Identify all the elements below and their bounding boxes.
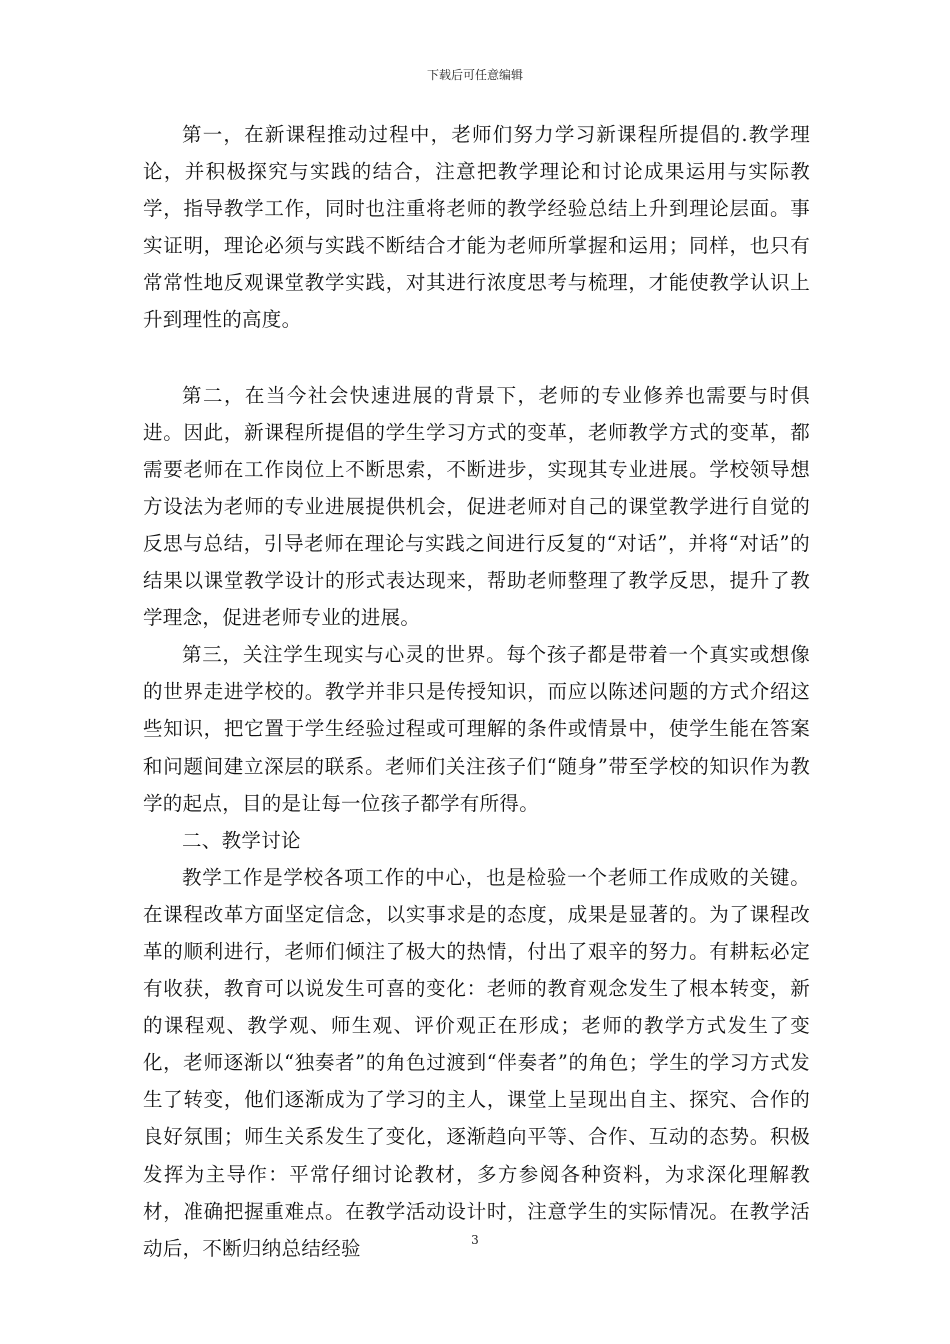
section-heading: 二、教学讨论 xyxy=(182,828,301,852)
paragraph-gap xyxy=(143,339,810,377)
document-body xyxy=(143,116,810,1267)
page-header: 下载后可任意编辑 xyxy=(426,68,523,82)
paragraph-teaching: 教学工作是学校各项工作的中心，也是检验一个老师工作成败的关键。在课程改革方面坚定信念，以实事求是的态度，成果是显著的。为了课程改革的顺利进行，老师们倾注了极大的热情，付出了艰辛的努力。有耕耘必定有收获，教育可以说发生可喜的变化：老师的教育观念发生了根本转变，新的课程观、教学观、师生观、评价观正在形成；老师的教学方式发生了变化，老师逐渐以“独奏者”的角色过渡到“伴奏者”的角色；学生的学习方式发生了转变，他们逐渐成为了学习的主人，课堂上呈现出自主、探究、合作的良好氛围；师生关系发生了变化，逐渐趋向平等、合作、互动的态势。积极发挥为主导作：平常仔细讨论教材，多方参阅各种资料，为求深化理解教材，准确把握重难点。在教学活动设计时，注意学生的实际情况。在教学活动后，不断归纳总结经验 xyxy=(143,865,810,1260)
page-number: 3 xyxy=(471,1233,479,1247)
paragraph-second: 第二，在当今社会快速进展的背景下，老师的专业修养也需要与时俱进。因此，新课程所提倡的学生学习方式的变革，老师教学方式的变革，都需要老师在工作岗位上不断思索，不断进步，实现其专业进展。学校领导想方设法为老师的专业进展提供机会，促进老师对自己的课堂教学进行自觉的反思与总结，引导老师在理论与实践之间进行反复的“对话”，并将“对话”的结果以课堂教学设计的形式表达现来，帮助老师整理了教学反思，提升了教学理念，促进老师专业的进展。 xyxy=(143,383,810,630)
paragraph-third: 第三，关注学生现实与心灵的世界。每个孩子都是带着一个真实或想像的世界走进学校的。教学并非只是传授知识，而应以陈述问题的方式介绍这些知识，把它置于学生经验过程或可理解的条件或情景中，使学生能在答案和问题间建立深层的联系。老师们关注孩子们“随身”带至学校的知识作为教学的起点，目的是让每一位孩子都学有所得。 xyxy=(143,643,810,815)
paragraph-first: 第一，在新课程推动过程中，老师们努力学习新课程所提倡的.教学理论，并积极探究与实践的结合，注意把教学理论和讨论成果运用与实际教学，指导教学工作，同时也注重将老师的教学经验总结上升到理论层面。事实证明，理论必须与实践不断结合才能为老师所掌握和运用；同样，也只有常常性地反观课堂教学实践，对其进行浓度思考与梳理，才能使教学认识上升到理性的高度。 xyxy=(143,123,810,332)
